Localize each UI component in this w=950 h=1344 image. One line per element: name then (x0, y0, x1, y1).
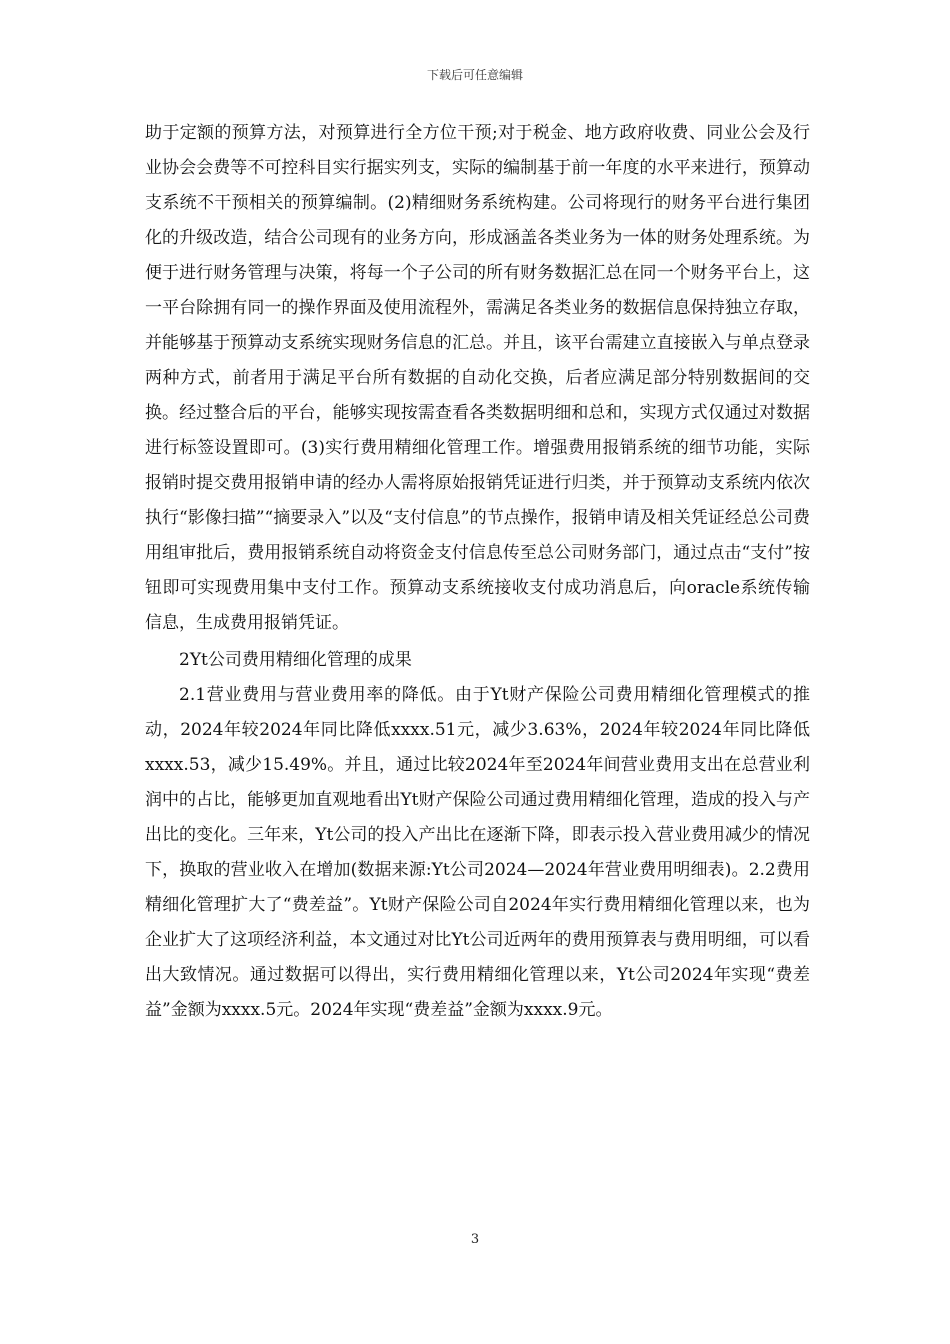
page-number: 3 (470, 1232, 480, 1247)
paragraph-results: 2.1营业费用与营业费用率的降低。由于Yt财产保险公司费用精细化管理模式的推动，2024年较2024年同比降低xxxx.51元，减少3.63%，2024年较2024年同比降低xxxx.53，减少15.49%。并且，通过比较2024年至2024年间营业费用支出在总营业利润中的占比，能够更加直观地看出Yt财产保险公司通过费用精细化管理，造成的投入与产出比的变化。三年来，Yt公司的投入产出比在逐渐下降，即表示投入营业费用减少的情况下，换取的营业收入在增加(数据来源:Yt公司2024—2024年营业费用明细表)。2.2费用精细化管理扩大了“费差益”。Yt财产保险公司自2024年实行费用精细化管理以来，也为企业扩大了这项经济利益，本文通过对比Yt公司近两年的费用预算表与费用明细，可以看出大致情况。通过数据可以得出，实行费用精细化管理以来，Yt公司2024年实现“费差益”金额为xxxx.5元。2024年实现“费差益”金额为xxxx.9元。 (145, 685, 810, 1020)
paragraph-continuation: 助于定额的预算方法，对预算进行全方位干预;对于税金、地方政府收费、同业公会及行业协会会费等不可控科目实行据实列支，实际的编制基于前一年度的水平来进行，预算动支系统不干预相关的预算编制。(2)精细财务系统构建。公司将现行的财务平台进行集团化的升级改造，结合公司现有的业务方向，形成涵盖各类业务为一体的财务处理系统。为便于进行财务管理与决策，将每一个子公司的所有财务数据汇总在同一个财务平台上，这一平台除拥有同一的操作界面及使用流程外，需满足各类业务的数据信息保持独立存取，并能够基于预算动支系统实现财务信息的汇总。并且，该平台需建立直接嵌入与单点登录两种方式，前者用于满足平台所有数据的自动化交换，后者应满足部分特别数据间的交换。经过整合后的平台，能够实现按需查看各类数据明细和总和，实现方式仅通过对数据进行标签设置即可。(3)实行费用精细化管理工作。增强费用报销系统的细节功能，实际报销时提交费用报销申请的经办人需将原始报销凭证进行归类，并于预算动支系统内依次执行“影像扫描”“摘要录入”以及“支付信息”的节点操作，报销申请及相关凭证经总公司费用组审批后，费用报销系统自动将资金支付信息传至总公司财务部门，通过点击“支付”按钮即可实现费用集中支付工作。预算动支系统接收支付成功消息后，向oracle系统传输信息，生成费用报销凭证。 (145, 123, 810, 633)
section-heading: 2Yt公司费用精细化管理的成果 (179, 650, 412, 670)
page-header: 下载后可任意编辑 (426, 68, 523, 82)
document-body (145, 116, 810, 1028)
